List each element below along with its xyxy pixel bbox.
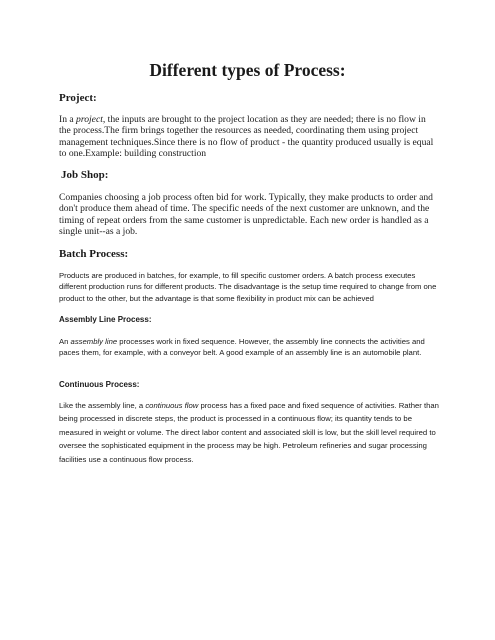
body-text: , the inputs are brought to the project location as they are needed; there is no flow in the process.The firm brings together the resources as needed, coordinating them using project management techniques.Since there is no flow of product - the quantity produced usually is equal to one.Example: building construction [59,114,434,159]
section-body-project [59,114,437,159]
body-text-italic: assembly line [70,337,118,346]
section-heading-assembly-line: Assembly Line Process: [59,315,152,324]
section-heading-batch-process: Batch Process: [59,248,129,260]
page-title: Different types of Process: [149,60,346,80]
body-text-italic: project [76,114,103,125]
section-heading-job-shop: Job Shop: [61,169,109,181]
body-text: Like the assembly line, a [59,401,146,410]
body-text: Companies choosing a job process often bid for work. Typically, they make products to order and don't produce them ahead of time. The specific needs of the next customer are unknown, and the timing of repeat orders from the same customer is unpredictable. Each new order is handled as a single unit--as a job. [59,192,433,237]
body-text: process has a fixed pace and fixed sequence of activities. Rather than being processed in discrete steps, the product is processed in a continuous flow; its quantity tends to be measured in weight or volume. The direct labor content and associated skill is low, but the skill level required to oversee the sophisticated equipment in the process may be high. Petroleum refineries and sugar processing facilities use a continuous flow process. [59,401,439,464]
body-text: An [59,337,71,346]
section-body-batch-process [59,270,439,304]
body-text: processes work in fixed sequence. However, the assembly line connects the activities and paces them, for example, with a conveyor belt. A good example of an assembly line is an automobile plant. [59,337,425,358]
section-body-continuous-process [59,399,439,466]
body-text-italic: continuous flow [145,401,199,410]
section-heading-project: Project: [59,92,97,104]
section-heading-continuous-process: Continuous Process: [59,380,140,389]
section-body-job-shop [59,192,437,237]
body-text: Products are produced in batches, for example, to fill specific customer orders. A batch process executes different production runs for different products. The disadvantage is the setup time required to change from one product to the other, but the advantage is that some flexibility in product mix can be achieved [59,271,437,303]
section-body-assembly-line [59,336,439,359]
body-text: In a [59,114,77,125]
